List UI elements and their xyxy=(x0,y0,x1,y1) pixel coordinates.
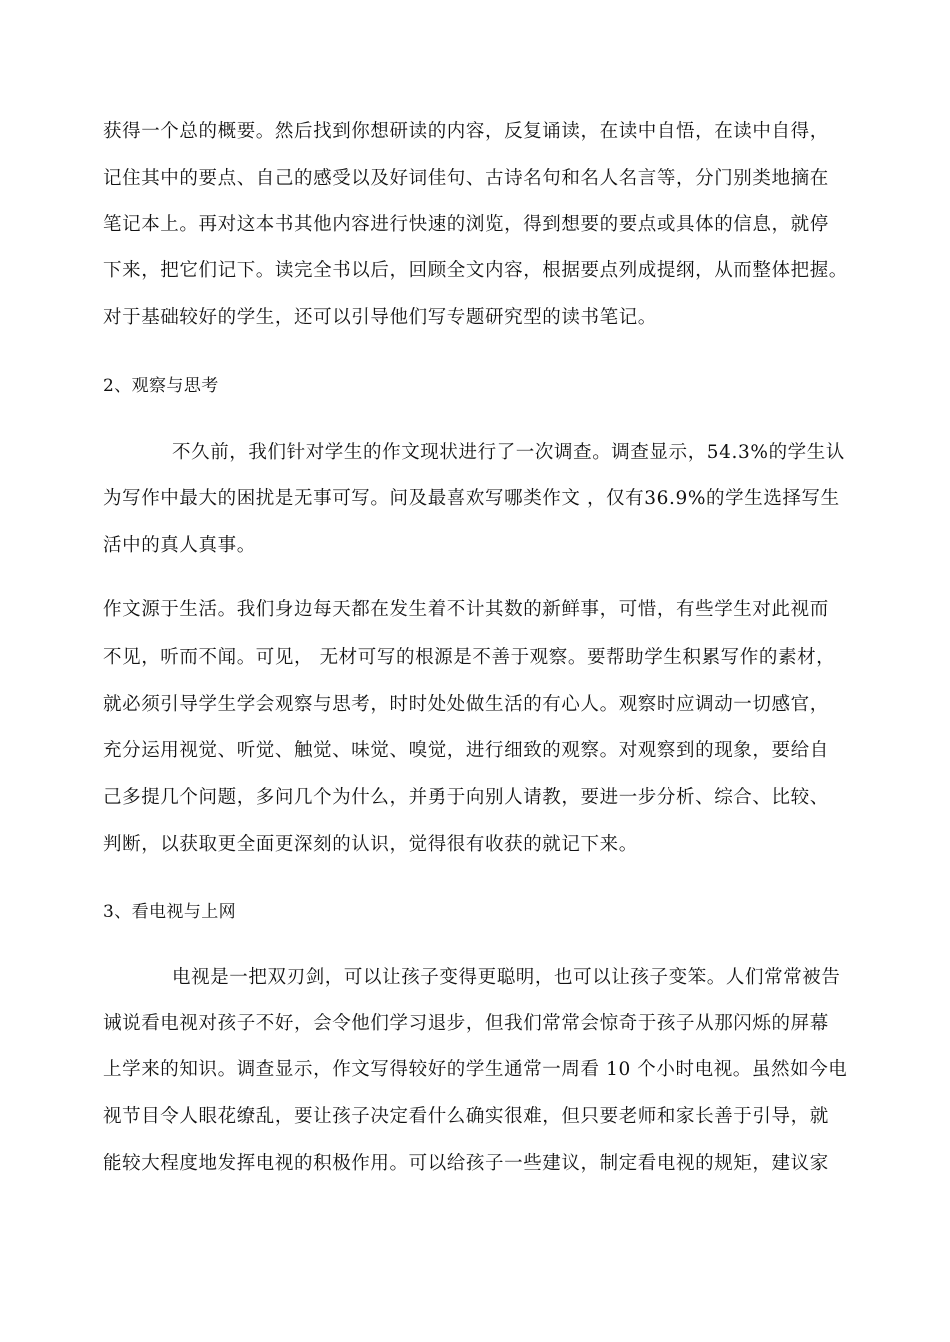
text-line: 就必须引导学生学会观察与思考，时时处处做生活的有心人。观察时应调动一切感官， xyxy=(103,694,829,715)
text-line: 活中的真人真事。 xyxy=(103,535,256,556)
text-line: 对于基础较好的学生，还可以引导他们写专题研究型的读书笔记。 xyxy=(103,307,657,328)
text-line: 作文源于生活。我们身边每天都在发生着不计其数的新鲜事，可惜，有些学生对此视而 xyxy=(103,599,829,620)
text-line: 上学来的知识。调查显示，作文写得较好的学生通常一周看 10 个小时电视。虽然如今电 xyxy=(103,1059,848,1080)
text-line: 电视是一把双刃剑，可以让孩子变得更聪明，也可以让孩子变笨。人们常常被告 xyxy=(172,967,841,988)
text-line: 笔记本上。再对这本书其他内容进行快速的浏览，得到想要的要点或具体的信息，就停 xyxy=(103,214,829,235)
section-heading: 2、观察与思考 xyxy=(103,376,219,396)
text-line: 不见，听而不闻。可见， 无材可写的根源是不善于观察。要帮助学生积累写作的素材， xyxy=(103,647,836,668)
text-line: 为写作中最大的困扰是无事可写。问及最喜欢写哪类作文 ，仅有36.9%的学生选择写生 xyxy=(103,488,840,509)
text-line: 下来，把它们记下。读完全书以后，回顾全文内容，根据要点列成提纲，从而整体把握。 xyxy=(103,260,848,281)
text-line: 能较大程度地发挥电视的积极作用。可以给孩子一些建议，制定看电视的规矩，建议家 xyxy=(103,1153,829,1174)
text-line: 判断，以获取更全面更深刻的认识，觉得很有收获的就记下来。 xyxy=(103,834,638,855)
text-line: 充分运用视觉、听觉、触觉、味觉、嗅觉，进行细致的观察。对观察到的现象，要给自 xyxy=(103,740,829,761)
section-heading: 3、看电视与上网 xyxy=(103,902,237,922)
text-line: 不久前，我们针对学生的作文现状进行了一次调查。调查显示，54.3%的学生认 xyxy=(172,442,845,463)
text-line: 视节目令人眼花缭乱，要让孩子决定看什么确实很难，但只要老师和家长善于引导，就 xyxy=(103,1106,829,1127)
text-line: 己多提几个问题，多问几个为什么，并勇于向别人请教，要进一步分析、综合、比较、 xyxy=(103,787,829,808)
text-line: 诫说看电视对孩子不好，会令他们学习退步，但我们常常会惊奇于孩子从那闪烁的屏幕 xyxy=(103,1013,829,1034)
text-line: 获得一个总的概要。然后找到你想研读的内容，反复诵读，在读中自悟，在读中自得， xyxy=(103,121,829,142)
text-line: 记住其中的要点、自己的感受以及好词佳句、古诗名句和名人名言等，分门别类地摘在 xyxy=(103,168,829,189)
